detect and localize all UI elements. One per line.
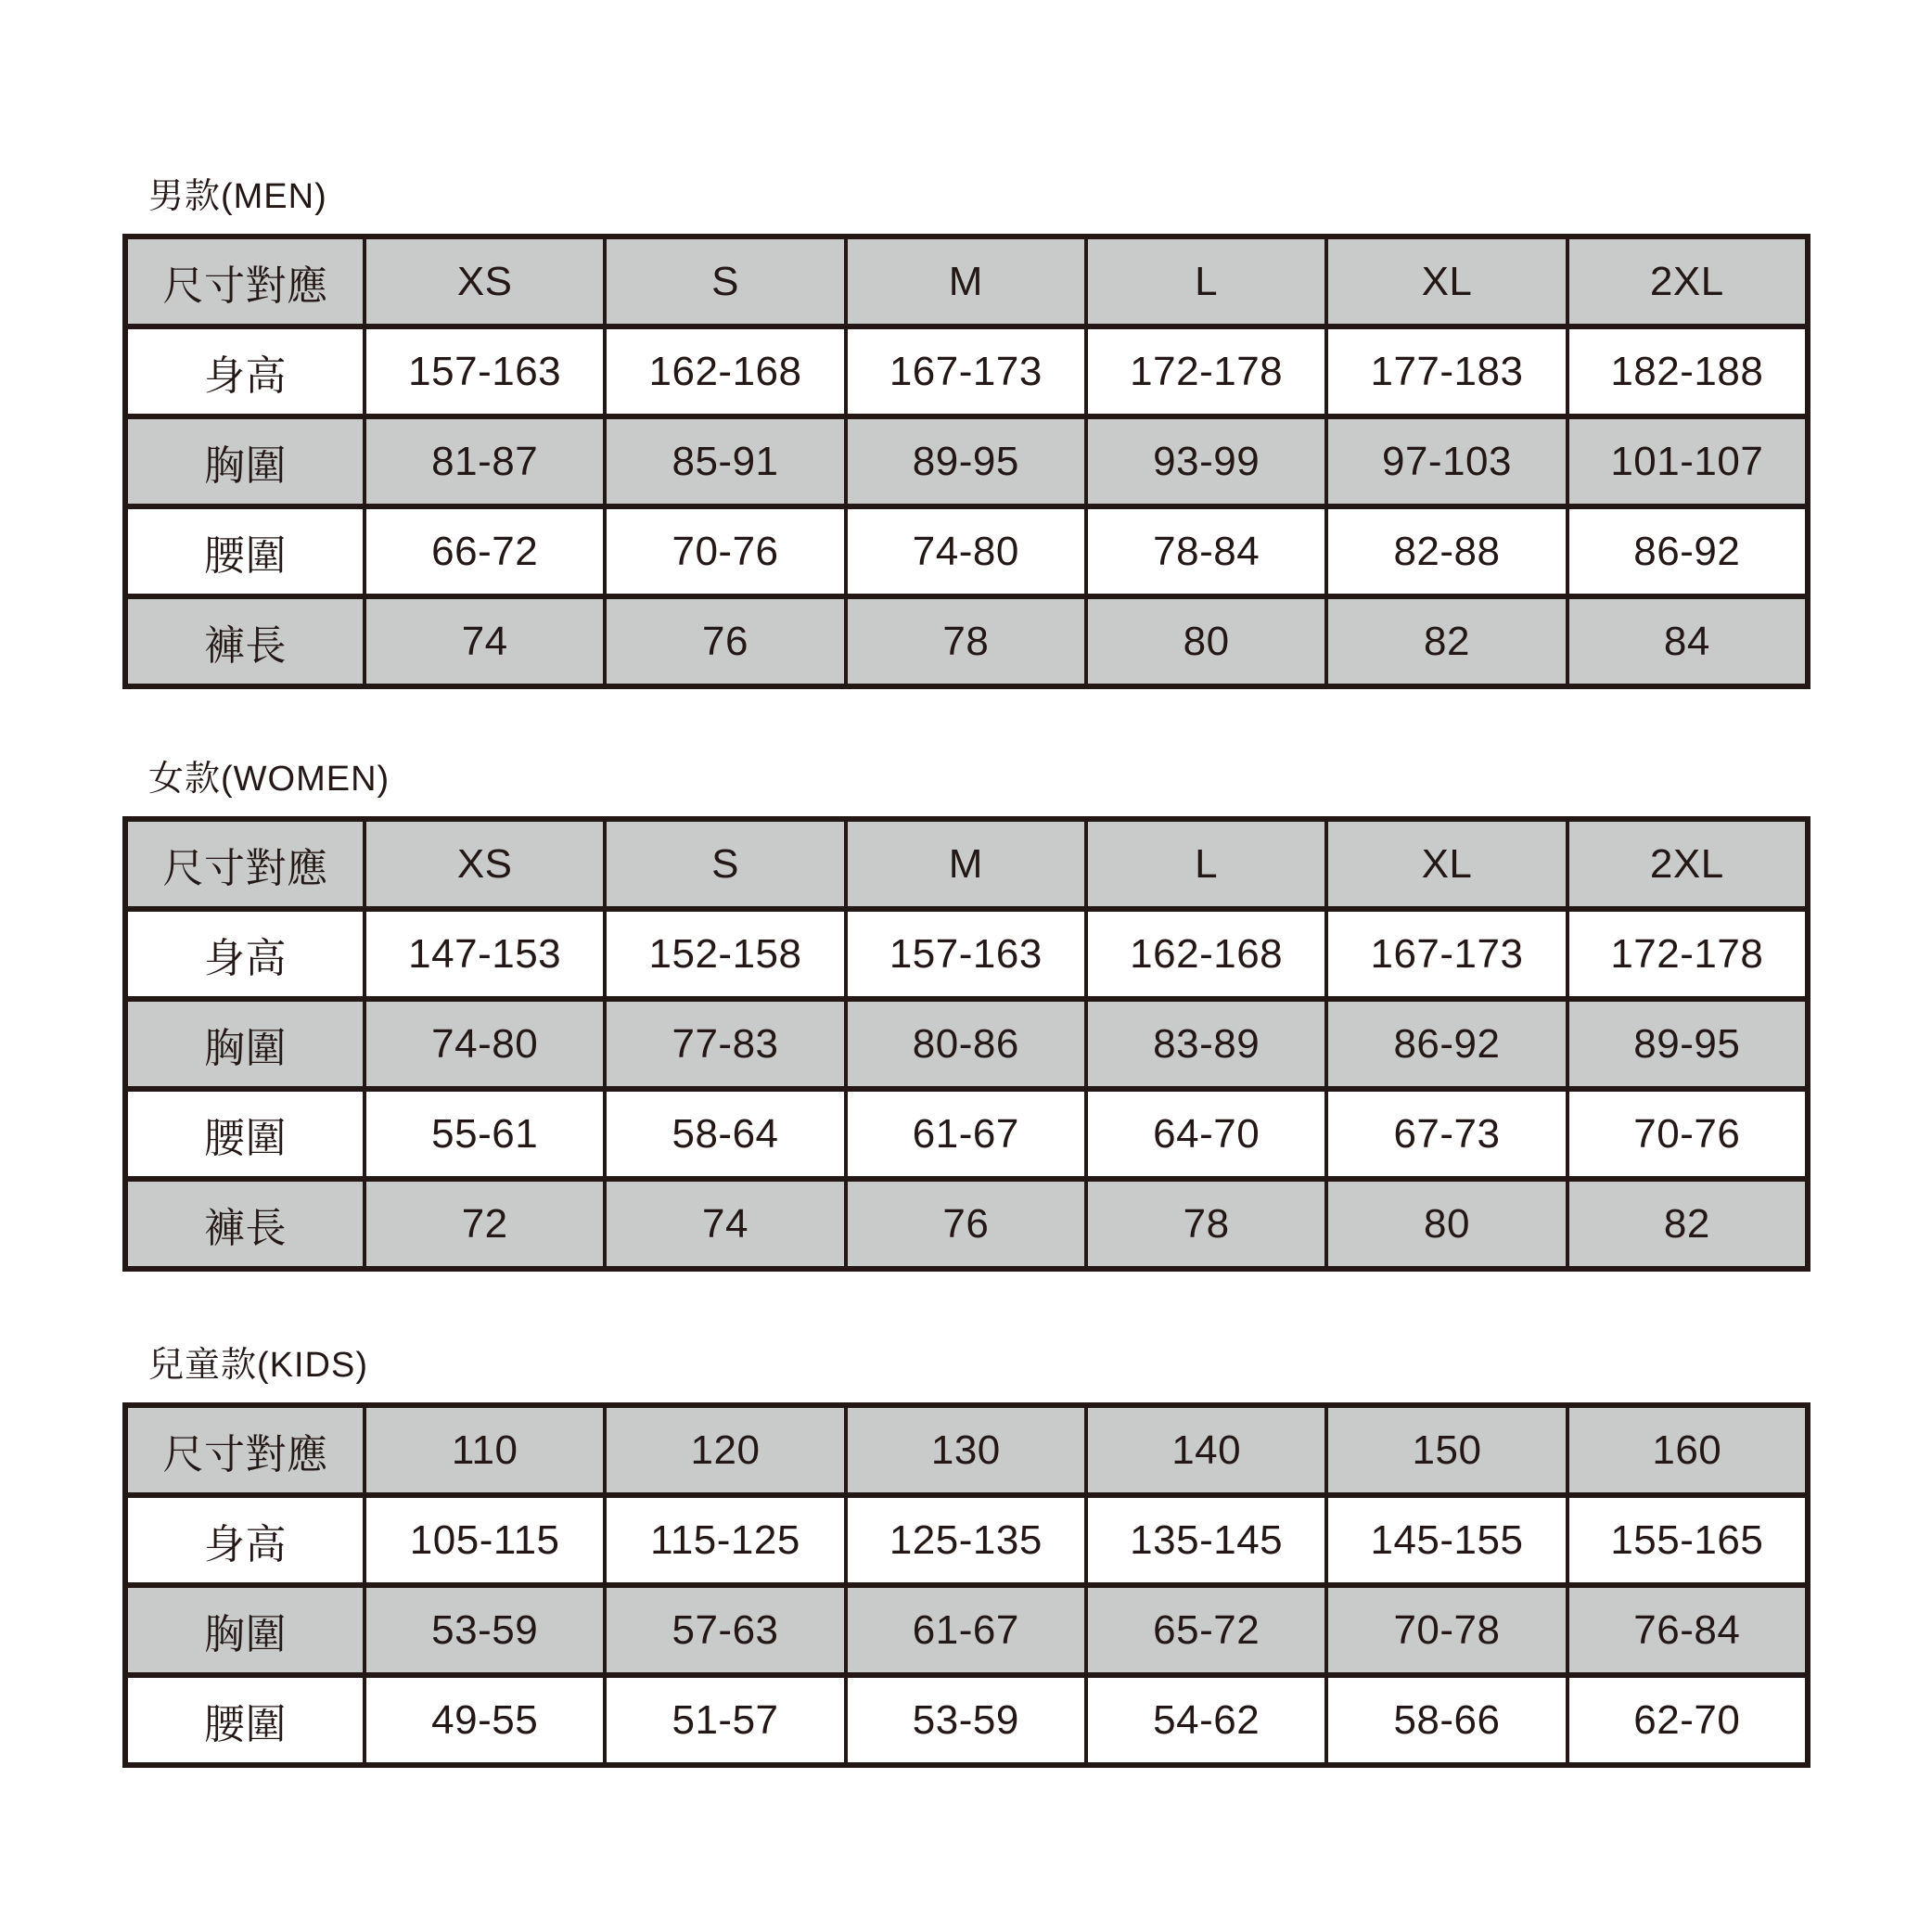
measure-value-cell: 82 (1567, 1179, 1808, 1269)
measure-value-cell: 80 (1086, 596, 1326, 686)
measure-value-cell: 55-61 (365, 1089, 605, 1179)
measure-label-cell: 腰圍 (125, 506, 365, 596)
measure-label-cell: 腰圍 (125, 1089, 365, 1179)
measure-label-cell: 褲長 (125, 1179, 365, 1269)
size-header-cell: XS (365, 819, 605, 909)
size-header-cell: 110 (365, 1405, 605, 1495)
measure-value-cell: 86-92 (1567, 506, 1808, 596)
measure-value-cell: 89-95 (1567, 999, 1808, 1089)
measure-value-cell: 76-84 (1567, 1585, 1808, 1675)
size-table-women (122, 816, 1810, 1272)
measurement-row (125, 1675, 1808, 1765)
measure-value-cell: 74-80 (846, 506, 1086, 596)
measure-label-cell: 胸圍 (125, 416, 365, 506)
table-body (125, 326, 1808, 686)
size-header-cell: 150 (1326, 1405, 1567, 1495)
measurement-row (125, 326, 1808, 416)
size-header-cell: M (846, 237, 1086, 326)
measure-value-cell: 70-76 (1567, 1089, 1808, 1179)
size-header-cell: 130 (846, 1405, 1086, 1495)
measure-value-cell: 72 (365, 1179, 605, 1269)
measurement-row (125, 1089, 1808, 1179)
header-row (125, 237, 1808, 326)
measure-value-cell: 177-183 (1326, 326, 1567, 416)
measure-value-cell: 101-107 (1567, 416, 1808, 506)
measure-value-cell: 82-88 (1326, 506, 1567, 596)
measure-value-cell: 78-84 (1086, 506, 1326, 596)
corner-header-cell: 尺寸對應 (125, 1405, 365, 1495)
measurement-row (125, 416, 1808, 506)
measure-value-cell: 89-95 (846, 416, 1086, 506)
measure-value-cell: 70-78 (1326, 1585, 1567, 1675)
measure-value-cell: 77-83 (605, 999, 845, 1089)
measure-value-cell: 76 (846, 1179, 1086, 1269)
measurement-row (125, 909, 1808, 999)
size-header-cell: 140 (1086, 1405, 1326, 1495)
measurement-row (125, 999, 1808, 1089)
corner-header-cell: 尺寸對應 (125, 237, 365, 326)
measure-value-cell: 155-165 (1567, 1495, 1808, 1585)
measure-label-cell: 胸圍 (125, 999, 365, 1089)
measure-value-cell: 97-103 (1326, 416, 1567, 506)
size-header-cell: S (605, 237, 845, 326)
measure-value-cell: 157-163 (846, 909, 1086, 999)
measure-value-cell: 51-57 (605, 1675, 845, 1765)
measure-value-cell: 62-70 (1567, 1675, 1808, 1765)
measure-value-cell: 86-92 (1326, 999, 1567, 1089)
measure-label-cell: 身高 (125, 909, 365, 999)
measure-value-cell: 167-173 (1326, 909, 1567, 999)
table-header (125, 237, 1808, 326)
measure-value-cell: 70-76 (605, 506, 845, 596)
measure-value-cell: 167-173 (846, 326, 1086, 416)
measurement-row (125, 596, 1808, 686)
header-row (125, 819, 1808, 909)
measure-value-cell: 81-87 (365, 416, 605, 506)
measure-value-cell: 125-135 (846, 1495, 1086, 1585)
measurement-row (125, 1585, 1808, 1675)
section-title-women: 女款(WOMEN) (148, 760, 390, 799)
measure-value-cell: 53-59 (846, 1675, 1086, 1765)
measure-value-cell: 162-168 (605, 326, 845, 416)
size-header-cell: XL (1326, 237, 1567, 326)
measure-label-cell: 胸圍 (125, 1585, 365, 1675)
size-header-cell: 120 (605, 1405, 845, 1495)
table-body (125, 1495, 1808, 1765)
measure-value-cell: 152-158 (605, 909, 845, 999)
measure-value-cell: 66-72 (365, 506, 605, 596)
measure-value-cell: 115-125 (605, 1495, 845, 1585)
measure-value-cell: 162-168 (1086, 909, 1326, 999)
size-header-cell: L (1086, 237, 1326, 326)
measure-value-cell: 61-67 (846, 1089, 1086, 1179)
size-table-men (122, 234, 1810, 689)
section-title-men: 男款(MEN) (148, 177, 327, 216)
measure-value-cell: 105-115 (365, 1495, 605, 1585)
measure-value-cell: 83-89 (1086, 999, 1326, 1089)
measurement-row (125, 506, 1808, 596)
measure-value-cell: 80-86 (846, 999, 1086, 1089)
measure-value-cell: 85-91 (605, 416, 845, 506)
measure-value-cell: 78 (1086, 1179, 1326, 1269)
measure-value-cell: 57-63 (605, 1585, 845, 1675)
measurement-row (125, 1495, 1808, 1585)
section-title-kids: 兒童款(KIDS) (148, 1346, 369, 1385)
corner-header-cell: 尺寸對應 (125, 819, 365, 909)
measure-label-cell: 身高 (125, 326, 365, 416)
measure-value-cell: 78 (846, 596, 1086, 686)
size-header-cell: S (605, 819, 845, 909)
measure-value-cell: 58-64 (605, 1089, 845, 1179)
measure-value-cell: 172-178 (1567, 909, 1808, 999)
measure-value-cell: 74 (365, 596, 605, 686)
size-header-cell: XL (1326, 819, 1567, 909)
size-header-cell: XS (365, 237, 605, 326)
table-body (125, 909, 1808, 1269)
measure-value-cell: 61-67 (846, 1585, 1086, 1675)
size-header-cell: 2XL (1567, 819, 1808, 909)
measure-value-cell: 80 (1326, 1179, 1567, 1269)
section-women (122, 761, 1932, 1272)
section-kids (122, 1347, 1932, 1768)
size-table-kids (122, 1402, 1810, 1768)
measure-value-cell: 65-72 (1086, 1585, 1326, 1675)
measure-value-cell: 84 (1567, 596, 1808, 686)
size-header-cell: 160 (1567, 1405, 1808, 1495)
size-header-cell: M (846, 819, 1086, 909)
measure-value-cell: 172-178 (1086, 326, 1326, 416)
measure-value-cell: 67-73 (1326, 1089, 1567, 1179)
measure-value-cell: 74-80 (365, 999, 605, 1089)
measure-value-cell: 49-55 (365, 1675, 605, 1765)
measure-value-cell: 145-155 (1326, 1495, 1567, 1585)
measure-value-cell: 76 (605, 596, 845, 686)
measure-value-cell: 93-99 (1086, 416, 1326, 506)
measure-value-cell: 135-145 (1086, 1495, 1326, 1585)
measure-label-cell: 腰圍 (125, 1675, 365, 1765)
header-row (125, 1405, 1808, 1495)
measure-value-cell: 64-70 (1086, 1089, 1326, 1179)
measure-value-cell: 157-163 (365, 326, 605, 416)
measure-value-cell: 53-59 (365, 1585, 605, 1675)
measure-value-cell: 74 (605, 1179, 845, 1269)
measure-value-cell: 58-66 (1326, 1675, 1567, 1765)
section-men (122, 178, 1932, 689)
measure-value-cell: 54-62 (1086, 1675, 1326, 1765)
table-header (125, 819, 1808, 909)
size-header-cell: 2XL (1567, 237, 1808, 326)
table-header (125, 1405, 1808, 1495)
measure-value-cell: 147-153 (365, 909, 605, 999)
size-header-cell: L (1086, 819, 1326, 909)
measurement-row (125, 1179, 1808, 1269)
measure-value-cell: 182-188 (1567, 326, 1808, 416)
measure-value-cell: 82 (1326, 596, 1567, 686)
measure-label-cell: 身高 (125, 1495, 365, 1585)
measure-label-cell: 褲長 (125, 596, 365, 686)
